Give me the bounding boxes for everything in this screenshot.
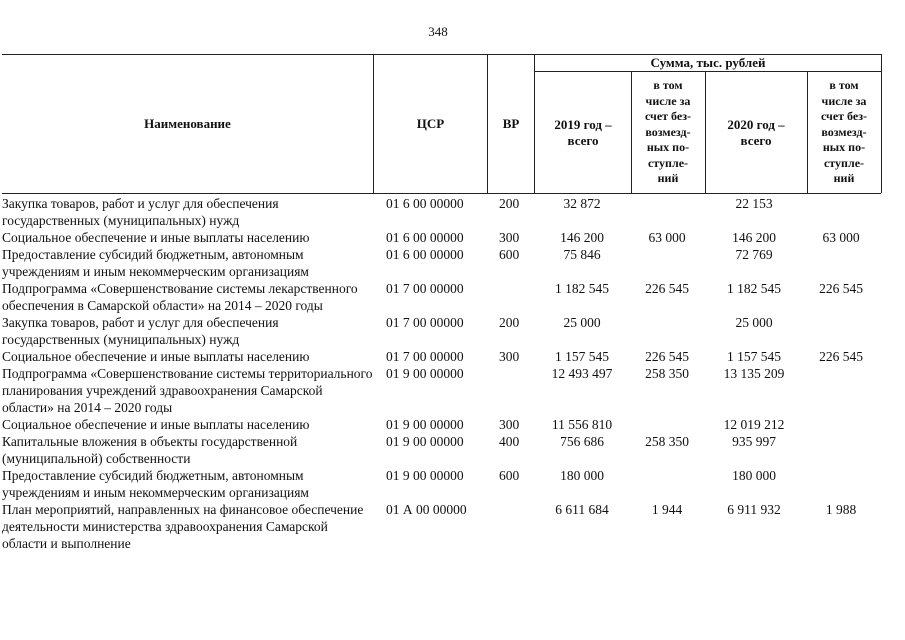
row-csr: 01 9 00 00000 [386,417,464,432]
row-2019-total: 180 000 [560,468,604,483]
row-2019-grants: 1 944 [651,502,683,517]
row-2020-total: 1 182 545 [727,281,781,296]
row-2019-total: 32 872 [563,196,601,211]
row-name: Предоставление субсидий бюджетным, автономным учреждениям и иным некоммерческим организациям [2,468,309,500]
header-2020-grants: в том числе за счет без-возмезд-ных по-ступле-ний [820,78,868,186]
row-2020-grants: 63 000 [822,230,860,245]
table-row [0,365,905,416]
row-2019-grants: 226 545 [645,281,689,296]
row-2019-total: 25 000 [563,315,601,330]
row-2020-total: 180 000 [732,468,776,483]
row-2020-total: 72 769 [735,247,773,262]
row-2020-total: 22 153 [735,196,773,211]
row-vr [487,280,533,314]
row-vr [487,501,533,552]
row-2019-grants [631,195,703,229]
header-sum-group: Сумма, тыс. рублей [650,55,766,70]
header-name: Наименование [144,115,231,131]
row-2020-grants: 226 545 [819,349,863,364]
row-2019-grants [631,314,703,348]
row-2019-grants: 226 545 [645,349,689,364]
row-2019-total: 756 686 [560,434,604,449]
row-2020-grants [805,314,877,348]
header-csr: ЦСР [416,115,445,131]
row-2020-total: 6 911 932 [727,502,781,517]
row-name: Социальное обеспечение и иные выплаты населению [2,230,310,245]
table-body [0,195,905,552]
page-number: 348 [428,24,448,39]
table-row [0,229,905,246]
row-csr: 01 6 00 00000 [386,247,464,262]
row-csr: 01 9 00 00000 [386,468,464,483]
header-divider [631,71,632,193]
row-name: Закупка товаров, работ и услуг для обеспечения государственных (муниципальных) нужд [2,196,279,228]
header-2020-total: 2020 год – всего [727,116,785,148]
row-2019-total: 1 157 545 [555,349,609,364]
row-2020-grants [805,246,877,280]
row-2020-total: 25 000 [735,315,773,330]
row-2020-total: 1 157 545 [727,349,781,364]
row-name: Подпрограмма «Совершенствование системы лекарственного обеспечения в Самарской области» на 2014 – 2020 годы [2,281,358,313]
header-vr: ВР [502,115,520,131]
row-2020-total: 146 200 [732,230,776,245]
table-row [0,195,905,229]
row-name: Закупка товаров, работ и услуг для обеспечения государственных (муниципальных) нужд [2,315,279,347]
row-2019-total: 146 200 [560,230,604,245]
row-vr: 300 [499,349,520,364]
table-row [0,348,905,365]
table-row [0,416,905,433]
row-name: Подпрограмма «Совершенствование системы территориального планирования учреждений здравоохранения Самарской области» на 2014 – 2020 годы [2,366,373,415]
row-vr [487,365,533,416]
row-2020-grants: 1 988 [825,502,857,517]
row-2019-total: 1 182 545 [555,281,609,296]
row-vr: 600 [499,468,520,483]
row-2020-total: 12 019 212 [723,417,785,432]
row-2019-grants: 258 350 [645,434,689,449]
row-csr: 01 7 00 00000 [386,315,464,330]
row-2020-grants [805,416,877,433]
header-divider [534,54,535,193]
row-2019-total: 12 493 497 [551,366,613,381]
row-vr: 300 [499,230,520,245]
header-divider [881,54,882,193]
row-2020-grants [805,467,877,501]
row-2019-grants [631,246,703,280]
row-2020-total: 13 135 209 [723,366,785,381]
table-row [0,246,905,280]
row-vr: 300 [499,417,520,432]
row-2019-grants [631,416,703,433]
row-vr: 400 [499,434,520,449]
row-2019-total: 6 611 684 [555,502,609,517]
row-csr: 01 7 00 00000 [386,349,464,364]
header-2019-grants: в том числе за счет без-возмезд-ных по-ступле-ний [644,78,692,186]
row-vr: 200 [499,315,520,330]
table-row [0,433,905,467]
row-csr: 01 9 00 00000 [386,434,464,449]
table-row [0,467,905,501]
header-divider [807,71,808,193]
row-2020-grants [805,195,877,229]
table-row [0,280,905,314]
row-name: План мероприятий, направленных на финансовое обеспечение деятельности министерства здравоохранения Самарской области и выполнение [2,502,364,551]
header-divider [705,71,706,193]
table-row [0,314,905,348]
row-2020-grants [805,365,877,416]
row-2020-total: 935 997 [732,434,776,449]
table-row [0,501,905,552]
row-2019-total: 75 846 [563,247,601,262]
row-2019-total: 11 556 810 [551,417,613,432]
row-name: Предоставление субсидий бюджетным, автономным учреждениям и иным некоммерческим организациям [2,247,309,279]
row-csr: 01 А 00 00000 [386,502,467,517]
row-2019-grants: 63 000 [648,230,686,245]
row-2019-grants: 258 350 [645,366,689,381]
header-bottom-border [2,193,881,194]
row-csr: 01 9 00 00000 [386,366,464,381]
row-csr: 01 7 00 00000 [386,281,464,296]
row-2020-grants [805,433,877,467]
header-2019-total: 2019 год – всего [554,116,612,148]
row-vr: 600 [499,247,520,262]
row-name: Социальное обеспечение и иные выплаты населению [2,349,310,364]
row-2020-grants: 226 545 [819,281,863,296]
row-csr: 01 6 00 00000 [386,196,464,211]
row-name: Капитальные вложения в объекты государственной (муниципальной) собственности [2,434,298,466]
row-name: Социальное обеспечение и иные выплаты населению [2,417,310,432]
row-vr: 200 [499,196,520,211]
row-2019-grants [631,467,703,501]
row-csr: 01 6 00 00000 [386,230,464,245]
